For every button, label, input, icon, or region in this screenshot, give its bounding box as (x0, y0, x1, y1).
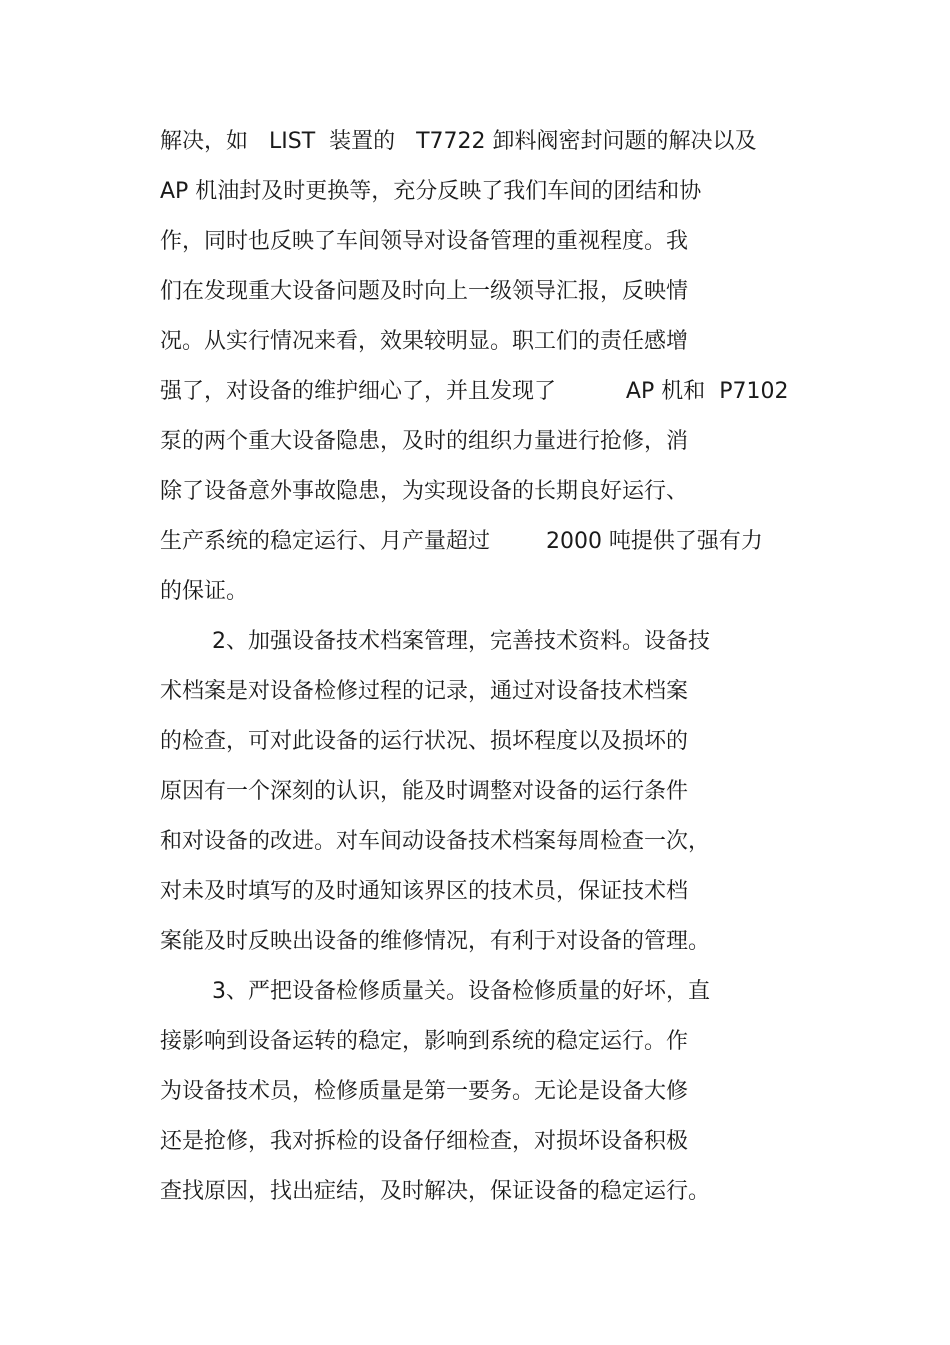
text-line: 接影响到设备运转的稳定，影响到系统的稳定运行。作 (160, 1029, 689, 1054)
text-line: 除了设备意外事故隐患，为实现设备的长期良好运行、 (160, 479, 689, 504)
text-line: 况。从实行情况来看，效果较明显。职工们的责任感增 (160, 329, 689, 354)
text-line: 的检查，可对此设备的运行状况、损坏程度以及损坏的 (160, 729, 689, 754)
text-line: 作，同时也反映了车间领导对设备管理的重视程度。我 (160, 229, 689, 254)
text-line: 还是抢修，我对拆检的设备仔细检查，对损坏设备积极 (160, 1129, 689, 1154)
text-line: 们在发现重大设备问题及时向上一级领导汇报，反映情 (160, 279, 689, 304)
paragraph-first-line: 2、加强设备技术档案管理，完善技术资料。设备技 (212, 629, 710, 654)
text-line: 原因有一个深刻的认识，能及时调整对设备的运行条件 (160, 779, 689, 804)
text-line: 的保证。 (160, 579, 249, 604)
text-line: 查找原因，找出症结，及时解决，保证设备的稳定运行。 (160, 1179, 711, 1204)
text-line: 泵的两个重大设备隐患，及时的组织力量进行抢修，消 (160, 429, 689, 454)
text-line: 和对设备的改进。对车间动设备技术档案每周检查一次， (160, 829, 711, 854)
text-line: AP 机油封及时更换等，充分反映了我们车间的团结和协 (160, 179, 702, 204)
text-line: 强了，对设备的维护细心了，并且发现了 AP 机和 P7102 (160, 379, 789, 404)
text-line: 案能及时反映出设备的维修情况，有利于对设备的管理。 (160, 929, 711, 954)
paragraph-first-line: 3、严把设备检修质量关。设备检修质量的好坏，直 (212, 979, 710, 1004)
text-line: 解决，如 LIST 装置的 T7722 卸料阀密封问题的解决以及 (160, 129, 757, 154)
text-line: 生产系统的稳定运行、月产量超过 2000 吨提供了强有力 (160, 529, 763, 554)
text-line: 为设备技术员，检修质量是第一要务。无论是设备大修 (160, 1079, 689, 1104)
text-line: 对未及时填写的及时通知该界区的技术员，保证技术档 (160, 879, 689, 904)
text-line: 术档案是对设备检修过程的记录，通过对设备技术档案 (160, 679, 689, 704)
